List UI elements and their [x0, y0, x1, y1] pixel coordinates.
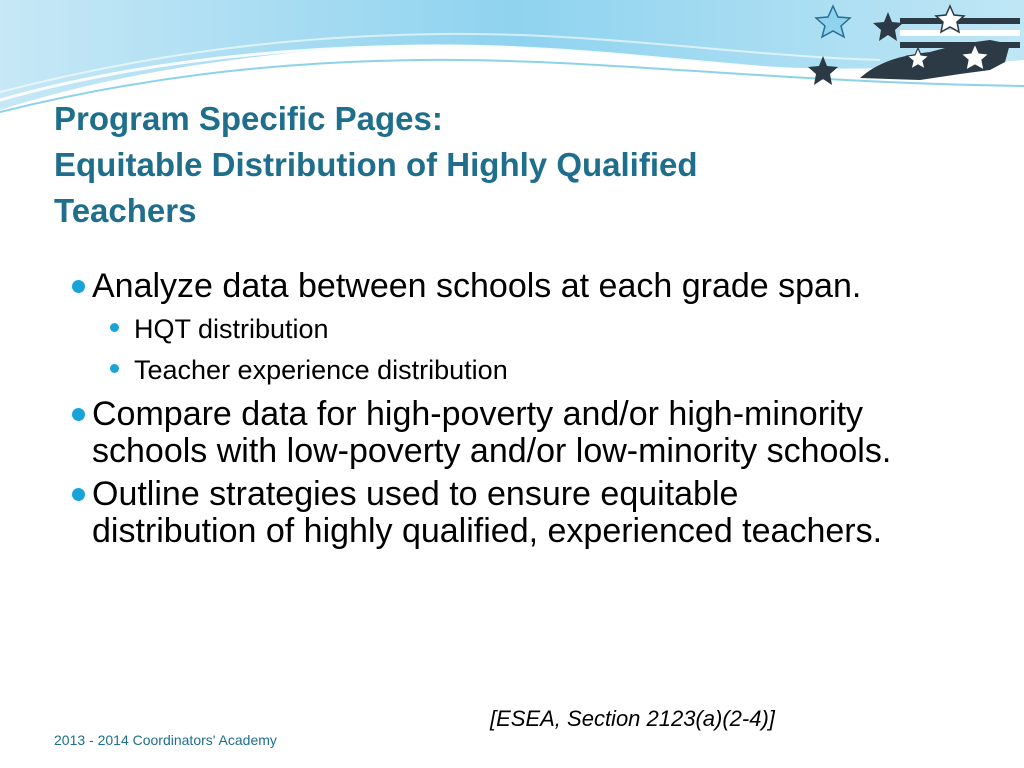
- citation: [ESEA, Section 2123(a)(2-4)]: [490, 706, 775, 731]
- title-line-1: Program Specific Pages:: [54, 100, 443, 137]
- bullet-icon: [72, 488, 85, 501]
- bullet-icon: [72, 280, 85, 293]
- bullet-icon: [110, 364, 119, 373]
- footer-text: 2013 - 2014 Coordinators' Academy: [54, 732, 277, 748]
- banner-wave: [0, 0, 1024, 110]
- title-line-3: Teachers: [54, 192, 197, 229]
- sub-bullet-text: Teacher experience distribution: [134, 355, 508, 385]
- title-line-2: Equitable Distribution of Highly Qualified: [54, 146, 698, 183]
- bullet-item: [62, 396, 902, 470]
- bullet-list: [62, 268, 902, 556]
- sub-bullet-item: [62, 352, 902, 388]
- bullet-icon: [110, 323, 119, 332]
- sub-bullet-item: [62, 311, 902, 347]
- bullet-icon: [72, 408, 85, 421]
- slide-title: [54, 96, 934, 234]
- bullet-item: [62, 268, 902, 305]
- bullet-item: [62, 476, 902, 550]
- bullet-text: Outline strategies used to ensure equitable distribution of highly qualified, experienced teachers.: [92, 475, 883, 550]
- bullet-text: Compare data for high-poverty and/or high-minority schools with low-poverty and/or low-minority schools.: [92, 395, 892, 470]
- sub-bullet-text: HQT distribution: [134, 314, 329, 344]
- bullet-text: Analyze data between schools at each grade span.: [92, 267, 862, 305]
